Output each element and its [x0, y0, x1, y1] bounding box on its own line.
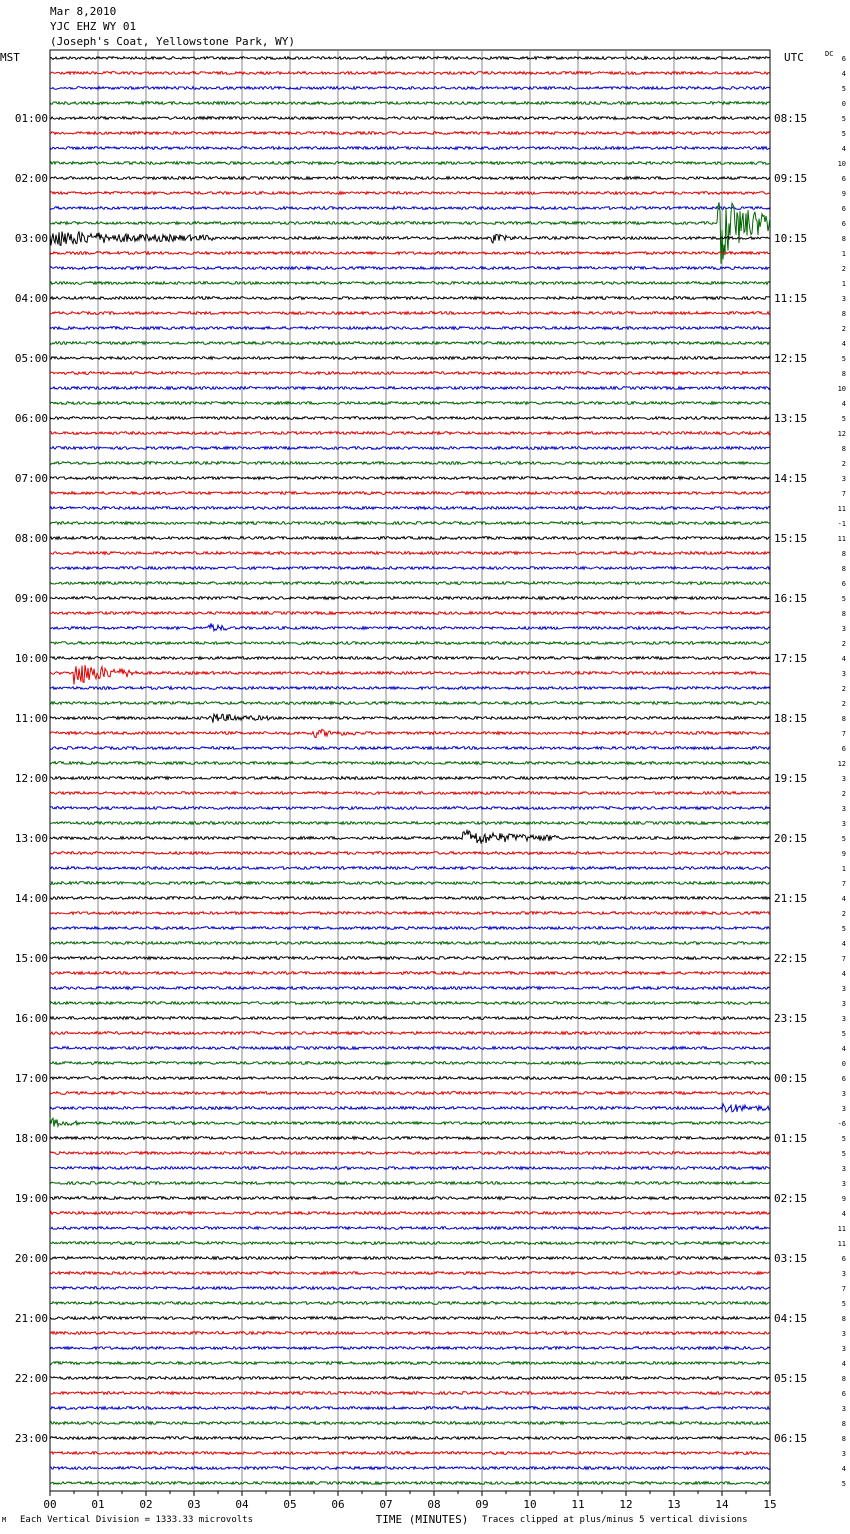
mst-hour-label: 21:00 [14, 1312, 48, 1325]
trace-line [50, 1047, 770, 1050]
mst-hour-label: 18:00 [14, 1132, 48, 1145]
dc-offset-label: 5 [841, 355, 846, 363]
dc-offset-label: 3 [841, 1330, 846, 1338]
dc-offset-label: 3 [841, 1405, 846, 1413]
trace-line [50, 342, 770, 345]
trace-line [50, 582, 770, 585]
dc-offset-label: 3 [841, 1180, 846, 1188]
dc-offset-label: 6 [841, 1075, 846, 1083]
trace-line [50, 714, 770, 723]
utc-hour-label: 08:15 [774, 112, 808, 125]
utc-hour-label: 21:15 [774, 892, 808, 905]
footer-mark: M [2, 1516, 7, 1524]
trace-line [50, 623, 770, 630]
trace-line [50, 462, 770, 465]
trace-line [50, 1167, 770, 1170]
trace-line [50, 1152, 770, 1155]
trace-line [50, 252, 770, 255]
dc-offset-label: -6 [837, 1120, 846, 1128]
dc-offset-label: 2 [841, 640, 846, 648]
dc-offset-label: 5 [841, 1480, 846, 1488]
dc-offset-label: 11 [837, 505, 846, 513]
trace-line [50, 117, 770, 120]
trace-line [50, 1118, 770, 1127]
utc-hour-label: 12:15 [774, 352, 808, 365]
trace-line [50, 597, 770, 600]
dc-offset-label: 4 [841, 970, 846, 978]
trace-line [50, 1437, 770, 1440]
trace-line [50, 417, 770, 420]
x-tick-label: 06 [331, 1498, 345, 1511]
dc-offset-label: 8 [841, 715, 846, 723]
x-tick-label: 13 [667, 1498, 681, 1511]
dc-offset-label: 12 [837, 760, 846, 768]
utc-hour-label: 03:15 [774, 1252, 808, 1265]
utc-hour-label: 11:15 [774, 292, 808, 305]
mst-hour-label: 04:00 [14, 292, 48, 305]
x-tick-label: 11 [571, 1498, 585, 1511]
trace-line [50, 207, 770, 210]
x-tick-label: 03 [187, 1498, 201, 1511]
trace-line [50, 927, 770, 930]
dc-offset-label: 7 [841, 1285, 846, 1293]
trace-line [50, 87, 770, 90]
x-tick-label: 12 [619, 1498, 633, 1511]
trace-line [50, 177, 770, 180]
dc-offset-label: 8 [841, 610, 846, 618]
dc-offset-label: 3 [841, 1450, 846, 1458]
trace-line [50, 1347, 770, 1350]
trace-line [50, 942, 770, 945]
trace-line [50, 1032, 770, 1035]
dc-offset-label: 3 [841, 295, 846, 303]
mst-hour-label: 20:00 [14, 1252, 48, 1265]
dc-offset-label: 2 [841, 910, 846, 918]
trace-line [50, 852, 770, 855]
axis-labels [0, 50, 846, 1526]
dc-offset-label: 6 [841, 580, 846, 588]
trace-line [50, 792, 770, 795]
x-tick-label: 02 [139, 1498, 153, 1511]
mst-hour-label: 09:00 [14, 592, 48, 605]
trace-line [50, 1482, 770, 1485]
trace-line [50, 665, 770, 685]
trace-line [50, 642, 770, 645]
dc-offset-label: 3 [841, 820, 846, 828]
dc-offset-label: 8 [841, 550, 846, 558]
mst-hour-label: 14:00 [14, 892, 48, 905]
dc-offset-label: 3 [841, 805, 846, 813]
trace-line [50, 1062, 770, 1065]
trace-line [50, 282, 770, 285]
trace-line [50, 537, 770, 540]
dc-heading: DC [825, 50, 834, 58]
dc-offset-label: 6 [841, 205, 846, 213]
trace-line [50, 1392, 770, 1395]
mst-hour-label: 23:00 [14, 1432, 48, 1445]
trace-line [50, 72, 770, 75]
dc-offset-label: 12 [837, 430, 846, 438]
dc-offset-label: 1 [841, 280, 846, 288]
utc-hour-label: 18:15 [774, 712, 808, 725]
utc-hour-label: 00:15 [774, 1072, 808, 1085]
dc-offset-label: 6 [841, 175, 846, 183]
trace-line [50, 867, 770, 870]
mst-hour-label: 05:00 [14, 352, 48, 365]
trace-line [50, 1182, 770, 1185]
dc-offset-label: 5 [841, 85, 846, 93]
trace-line [50, 729, 770, 737]
dc-offset-label: 2 [841, 790, 846, 798]
trace-line [50, 972, 770, 975]
dc-offset-label: 1 [841, 250, 846, 258]
utc-hour-label: 01:15 [774, 1132, 808, 1145]
dc-offset-label: 8 [841, 235, 846, 243]
trace-line [50, 327, 770, 330]
x-tick-label: 05 [283, 1498, 297, 1511]
trace-line [50, 522, 770, 525]
mst-heading: MST [0, 51, 20, 64]
dc-offset-label: 6 [841, 220, 846, 228]
trace-line [50, 402, 770, 405]
dc-offset-label: 4 [841, 400, 846, 408]
trace-line [50, 1362, 770, 1365]
dc-offset-label: 4 [841, 1465, 846, 1473]
trace-line [50, 477, 770, 480]
utc-hour-label: 10:15 [774, 232, 808, 245]
plot-frame [50, 50, 770, 1491]
mst-hour-label: 19:00 [14, 1192, 48, 1205]
mst-hour-label: 06:00 [14, 412, 48, 425]
trace-line [50, 432, 770, 435]
header-station: YJC EHZ WY 01 [50, 20, 137, 33]
mst-hour-label: 02:00 [14, 172, 48, 185]
dc-offset-label: 3 [841, 1105, 846, 1113]
header-location: (Joseph's Coat, Yellowstone Park, WY) [50, 35, 296, 48]
x-tick-label: 10 [523, 1498, 537, 1511]
utc-hour-label: 04:15 [774, 1312, 808, 1325]
dc-offset-label: 9 [841, 190, 846, 198]
grid-lines [50, 50, 770, 1491]
dc-offset-label: 3 [841, 625, 846, 633]
utc-hour-label: 16:15 [774, 592, 808, 605]
utc-hour-label: 06:15 [774, 1432, 808, 1445]
mst-hour-label: 17:00 [14, 1072, 48, 1085]
dc-offset-label: 8 [841, 1435, 846, 1443]
dc-offset-label: 6 [841, 55, 846, 63]
utc-hour-label: 17:15 [774, 652, 808, 665]
trace-line [50, 1377, 770, 1380]
trace-line [50, 492, 770, 495]
mst-hour-label: 07:00 [14, 472, 48, 485]
trace-line [50, 57, 770, 60]
utc-hour-label: 20:15 [774, 832, 808, 845]
dc-offset-label: 3 [841, 985, 846, 993]
dc-offset-label: 8 [841, 370, 846, 378]
seismic-traces [50, 57, 770, 1485]
dc-offset-label: 3 [841, 670, 846, 678]
dc-offset-label: 4 [841, 895, 846, 903]
dc-offset-label: 8 [841, 1315, 846, 1323]
trace-line [50, 1272, 770, 1275]
utc-hour-label: 19:15 [774, 772, 808, 785]
dc-offset-label: 5 [841, 925, 846, 933]
trace-line [50, 387, 770, 390]
trace-line [50, 1197, 770, 1200]
mst-hour-label: 08:00 [14, 532, 48, 545]
x-tick-label: 14 [715, 1498, 729, 1511]
trace-line [50, 777, 770, 780]
dc-offset-label: 1 [841, 865, 846, 873]
dc-offset-label: 10 [837, 160, 846, 168]
dc-offset-label: 5 [841, 595, 846, 603]
dc-offset-label: 2 [841, 685, 846, 693]
dc-offset-label: 4 [841, 70, 846, 78]
dc-offset-label: 5 [841, 835, 846, 843]
dc-offset-label: 5 [841, 1300, 846, 1308]
trace-line [50, 897, 770, 900]
trace-line [50, 807, 770, 810]
dc-offset-label: 4 [841, 655, 846, 663]
dc-offset-label: 2 [841, 460, 846, 468]
trace-line [50, 702, 770, 705]
utc-hour-label: 14:15 [774, 472, 808, 485]
trace-line [50, 357, 770, 360]
trace-line [50, 1077, 770, 1080]
x-tick-label: 15 [763, 1498, 777, 1511]
dc-offset-label: 2 [841, 700, 846, 708]
trace-line [50, 1137, 770, 1140]
dc-offset-label: 4 [841, 340, 846, 348]
dc-offset-label: 7 [841, 880, 846, 888]
dc-offset-label: 5 [841, 130, 846, 138]
trace-line [50, 1212, 770, 1215]
trace-line [50, 507, 770, 510]
dc-offset-label: 7 [841, 490, 846, 498]
mst-hour-label: 01:00 [14, 112, 48, 125]
dc-offset-label: 3 [841, 1345, 846, 1353]
trace-line [50, 447, 770, 450]
dc-offset-label: 10 [837, 385, 846, 393]
dc-offset-label: 5 [841, 1150, 846, 1158]
trace-line [50, 567, 770, 570]
x-axis-title: TIME (MINUTES) [375, 1513, 469, 1526]
clip-note: Traces clipped at plus/minus 5 vertical divisions [482, 1515, 748, 1525]
x-tick-label: 00 [43, 1498, 57, 1511]
dc-offset-label: 3 [841, 1000, 846, 1008]
dc-offset-label: 9 [841, 1195, 846, 1203]
trace-line [50, 1017, 770, 1020]
dc-offset-label: 3 [841, 775, 846, 783]
trace-line [50, 1422, 770, 1425]
dc-offset-label: 4 [841, 145, 846, 153]
dc-offset-label: 8 [841, 1375, 846, 1383]
dc-offset-label: 4 [841, 1045, 846, 1053]
utc-hour-label: 02:15 [774, 1192, 808, 1205]
dc-offset-label: 4 [841, 1360, 846, 1368]
trace-line [50, 1227, 770, 1230]
trace-line [50, 552, 770, 555]
trace-line [50, 1452, 770, 1455]
dc-offset-label: 2 [841, 325, 846, 333]
utc-hour-label: 15:15 [774, 532, 808, 545]
trace-line [50, 687, 770, 690]
trace-line [50, 1287, 770, 1290]
utc-heading: UTC [784, 51, 804, 64]
mst-hour-label: 22:00 [14, 1372, 48, 1385]
dc-offset-label: 7 [841, 955, 846, 963]
trace-line [50, 1257, 770, 1260]
utc-hour-label: 23:15 [774, 1012, 808, 1025]
x-tick-label: 01 [91, 1498, 105, 1511]
trace-line [50, 657, 770, 660]
trace-line [50, 231, 770, 245]
utc-hour-label: 22:15 [774, 952, 808, 965]
dc-offset-label: 3 [841, 1015, 846, 1023]
dc-offset-label: 5 [841, 115, 846, 123]
trace-line [50, 162, 770, 165]
trace-line [50, 1467, 770, 1470]
trace-line [50, 957, 770, 960]
trace-line [50, 1002, 770, 1005]
trace-line [50, 147, 770, 150]
utc-hour-label: 13:15 [774, 412, 808, 425]
dc-offset-label: 6 [841, 1390, 846, 1398]
trace-line [50, 912, 770, 915]
mst-hour-label: 03:00 [14, 232, 48, 245]
dc-offset-label: 8 [841, 445, 846, 453]
dc-offset-label: 6 [841, 745, 846, 753]
dc-offset-label: 8 [841, 565, 846, 573]
trace-line [50, 297, 770, 300]
dc-offset-label: 7 [841, 730, 846, 738]
dc-offset-label: 5 [841, 415, 846, 423]
trace-line [50, 312, 770, 315]
trace-line [50, 762, 770, 765]
mst-hour-label: 13:00 [14, 832, 48, 845]
trace-line [50, 882, 770, 885]
trace-line [50, 267, 770, 270]
dc-offset-label: 11 [837, 1240, 846, 1248]
trace-line [50, 1104, 770, 1112]
dc-offset-label: 2 [841, 265, 846, 273]
trace-line [50, 747, 770, 750]
trace-line [50, 987, 770, 990]
x-tick-label: 08 [427, 1498, 441, 1511]
mst-hour-label: 12:00 [14, 772, 48, 785]
dc-offset-label: 5 [841, 1135, 846, 1143]
mst-hour-label: 16:00 [14, 1012, 48, 1025]
dc-offset-label: 3 [841, 1090, 846, 1098]
dc-offset-label: 8 [841, 1420, 846, 1428]
header-date: Mar 8,2010 [50, 5, 117, 18]
trace-line [50, 612, 770, 615]
trace-line [50, 102, 770, 105]
scale-note: Each Vertical Division = 1333.33 microvolts [20, 1515, 253, 1525]
dc-offset-label: 9 [841, 850, 846, 858]
x-tick-label: 09 [475, 1498, 489, 1511]
x-tick-label: 07 [379, 1498, 393, 1511]
dc-offset-label: -1 [837, 520, 846, 528]
dc-offset-label: 0 [841, 1060, 846, 1068]
trace-line [50, 1092, 770, 1095]
dc-offset-label: 11 [837, 1225, 846, 1233]
dc-offset-label: 3 [841, 475, 846, 483]
dc-offset-label: 3 [841, 1270, 846, 1278]
mst-hour-label: 10:00 [14, 652, 48, 665]
mst-hour-label: 15:00 [14, 952, 48, 965]
dc-offset-label: 3 [841, 1165, 846, 1173]
dc-offset-label: 4 [841, 940, 846, 948]
dc-offset-label: 5 [841, 1030, 846, 1038]
utc-hour-label: 05:15 [774, 1372, 808, 1385]
trace-line [50, 1317, 770, 1320]
utc-hour-label: 09:15 [774, 172, 808, 185]
trace-line [50, 822, 770, 825]
dc-offset-label: 8 [841, 310, 846, 318]
trace-line [50, 1332, 770, 1335]
trace-line [50, 1302, 770, 1305]
trace-line [50, 192, 770, 195]
x-tick-label: 04 [235, 1498, 249, 1511]
dc-offset-label: 6 [841, 1255, 846, 1263]
trace-line [50, 132, 770, 135]
dc-offset-label: 11 [837, 535, 846, 543]
dc-offset-label: 4 [841, 1210, 846, 1218]
dc-offset-label: 0 [841, 100, 846, 108]
trace-line [50, 372, 770, 375]
trace-line [50, 1242, 770, 1245]
trace-line [50, 831, 770, 844]
trace-line [50, 1407, 770, 1410]
mst-hour-label: 11:00 [14, 712, 48, 725]
